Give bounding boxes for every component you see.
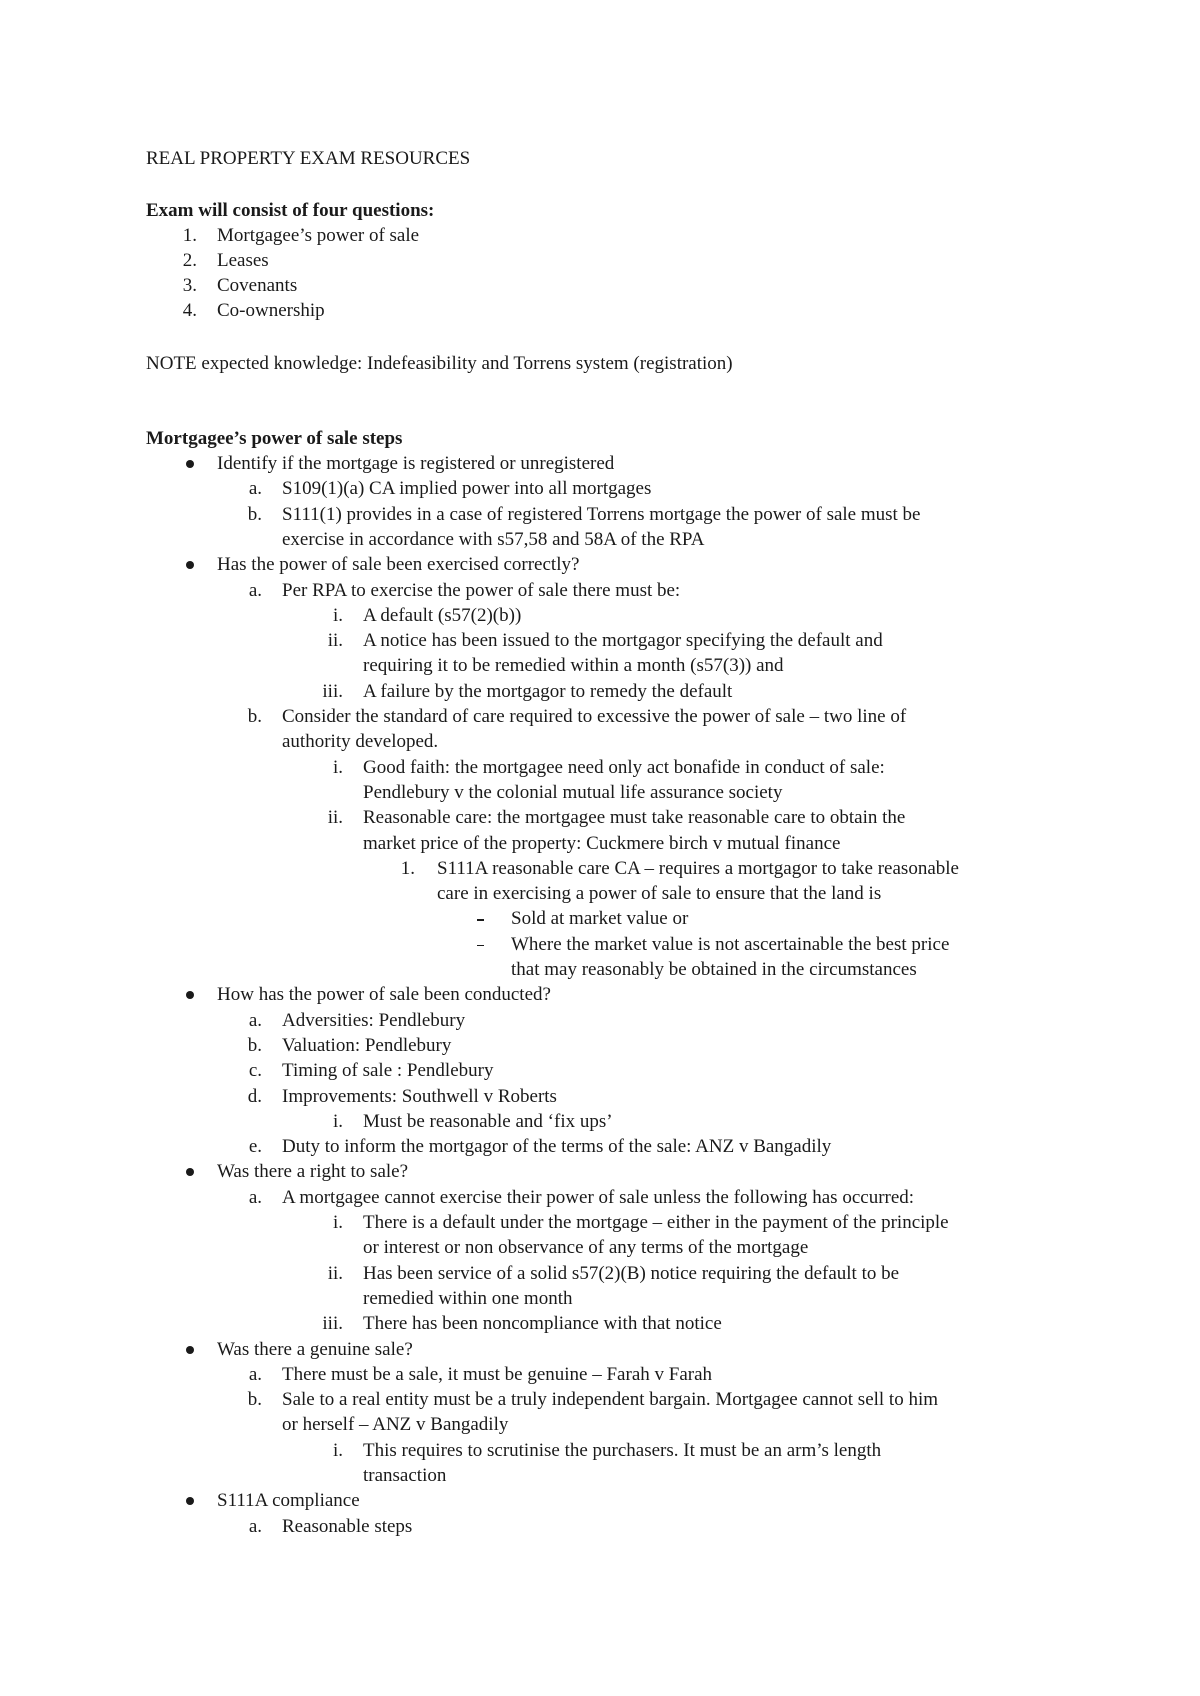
bullet-item-text: Identify if the mortgage is registered or unregistered <box>217 453 615 474</box>
outline-marker: a. <box>248 478 262 500</box>
dash-item-text: Sold at market value or <box>511 908 689 930</box>
outline-marker: a. <box>248 1186 262 1208</box>
bullet-item-text: Was there a right to sale? <box>217 1161 409 1183</box>
outline-marker: d. <box>247 1085 262 1107</box>
outline-item-text: transaction <box>363 1465 447 1486</box>
outline-marker: ii. <box>327 630 343 652</box>
outline-marker: c. <box>248 1060 262 1082</box>
outline-marker: a. <box>248 1515 262 1537</box>
dash-icon <box>477 945 484 947</box>
outline-item-text: or interest or non observance of any terms of the mortgage <box>363 1237 809 1259</box>
outline-item-text: A failure by the mortgagor to remedy the default <box>363 680 733 702</box>
bullet-icon <box>186 460 194 468</box>
outline-marker: a. <box>248 1363 262 1385</box>
outline-item-text: There has been noncompliance with that notice <box>363 1313 722 1335</box>
bullet-icon <box>186 1346 194 1354</box>
question-number: 3. <box>182 275 197 296</box>
question-text: Co-ownership <box>217 300 325 321</box>
outline-item-text: Consider the standard of care required to excessive the power of sale – two line of <box>282 706 907 727</box>
note-text: NOTE expected knowledge: Indefeasibility and Torrens system (registration) <box>146 353 733 374</box>
outline-item-text: Reasonable steps <box>282 1515 413 1537</box>
bullet-item-text: S111A compliance <box>217 1490 360 1512</box>
exam-heading: Exam will consist of four questions: <box>146 200 435 221</box>
outline-item-text: Duty to inform the mortgagor of the terms of the sale: ANZ v Bangadily <box>282 1136 832 1158</box>
document-title: REAL PROPERTY EXAM RESOURCES <box>146 148 471 169</box>
outline-item-text: Must be reasonable and ‘fix ups’ <box>363 1110 613 1132</box>
outline-item-text: There is a default under the mortgage – either in the payment of the principle <box>363 1212 949 1233</box>
outline-marker: ii. <box>327 807 343 829</box>
outline-item-text: There must be a sale, it must be genuine – Farah v Farah <box>282 1363 713 1385</box>
outline-item-text: Improvements: Southwell v Roberts <box>282 1085 557 1107</box>
question-number: 2. <box>182 250 197 271</box>
dash-item-text: Where the market value is not ascertainable the best price <box>511 933 950 955</box>
bullet-item-text: How has the power of sale been conducted? <box>217 984 551 1006</box>
outline-item-text: S109(1)(a) CA implied power into all mortgages <box>282 478 652 500</box>
outline-item-text: remedied within one month <box>363 1287 573 1309</box>
outline-marker: a. <box>248 1009 262 1031</box>
outline-item-text: Reasonable care: the mortgagee must take reasonable care to obtain the <box>363 807 906 829</box>
outline-marker: ii. <box>327 1262 343 1284</box>
outline-item-text: Sale to a real entity must be a truly independent bargain. Mortgagee cannot sell to him <box>282 1389 939 1411</box>
outline-item-text: Has been service of a solid s57(2)(B) notice requiring the default to be <box>363 1262 900 1284</box>
outline-item-text: market price of the property: Cuckmere birch v mutual finance <box>363 832 841 854</box>
bullet-icon <box>186 561 194 569</box>
outline-marker: i. <box>332 604 343 626</box>
outline-item-text: S111A reasonable care CA – requires a mortgagor to take reasonable <box>437 857 959 879</box>
outline-item-text: care in exercising a power of sale to ensure that the land is <box>437 883 882 905</box>
outline-marker: iii. <box>322 1313 343 1335</box>
outline-item-text: A mortgagee cannot exercise their power of sale unless the following has occurred: <box>282 1186 915 1208</box>
question-text: Covenants <box>217 275 298 296</box>
outline-item-text: Per RPA to exercise the power of sale there must be: <box>282 579 681 601</box>
section-heading: Mortgagee’s power of sale steps <box>146 428 403 449</box>
outline-item-text: A notice has been issued to the mortgagor specifying the default and <box>363 630 883 652</box>
outline-item-text: authority developed. <box>282 731 439 753</box>
bullet-item-text: Has the power of sale been exercised correctly? <box>217 554 580 576</box>
outline-item-text: A default (s57(2)(b)) <box>363 604 522 626</box>
outline-item-text: or herself – ANZ v Bangadily <box>282 1414 509 1436</box>
outline-marker: b. <box>247 1389 262 1411</box>
outline-item-text: This requires to scrutinise the purchasers. It must be an arm’s length <box>363 1439 882 1461</box>
outline-marker: a. <box>248 579 262 601</box>
question-number: 1. <box>182 225 197 246</box>
outline-marker: i. <box>332 1110 343 1132</box>
outline-marker: b. <box>247 706 262 727</box>
bullet-item-text: Was there a genuine sale? <box>217 1338 413 1360</box>
outline-item-text: Timing of sale : Pendlebury <box>282 1060 494 1082</box>
outline-marker: b. <box>247 503 262 525</box>
outline-marker: iii. <box>322 680 343 702</box>
outline-item-text: exercise in accordance with s57,58 and 58A of the RPA <box>282 528 705 550</box>
outline-marker: 1. <box>400 857 415 879</box>
dash-item-text: that may reasonably be obtained in the circumstances <box>511 959 917 980</box>
outline-item-text: Pendlebury v the colonial mutual life assurance society <box>363 781 783 803</box>
outline-marker: i. <box>332 1212 343 1233</box>
outline-item-text: requiring it to be remedied within a month (s57(3)) and <box>363 655 784 677</box>
outline-marker: i. <box>332 1439 343 1461</box>
bullet-icon <box>186 1168 194 1176</box>
question-text: Mortgagee’s power of sale <box>217 225 420 246</box>
question-number: 4. <box>182 300 197 321</box>
outline-marker: b. <box>247 1034 262 1056</box>
outline-item-text: Good faith: the mortgagee need only act bonafide in conduct of sale: <box>363 756 885 778</box>
outline-marker: e. <box>248 1136 262 1158</box>
outline-item-text: S111(1) provides in a case of registered Torrens mortgage the power of sale must be <box>282 503 921 525</box>
outline-item-text: Valuation: Pendlebury <box>282 1034 452 1056</box>
dash-icon <box>477 919 484 921</box>
outline-item-text: Adversities: Pendlebury <box>282 1009 466 1031</box>
bullet-icon <box>186 1497 194 1505</box>
bullet-icon <box>186 991 194 999</box>
question-text: Leases <box>217 250 269 271</box>
outline-marker: i. <box>332 756 343 778</box>
